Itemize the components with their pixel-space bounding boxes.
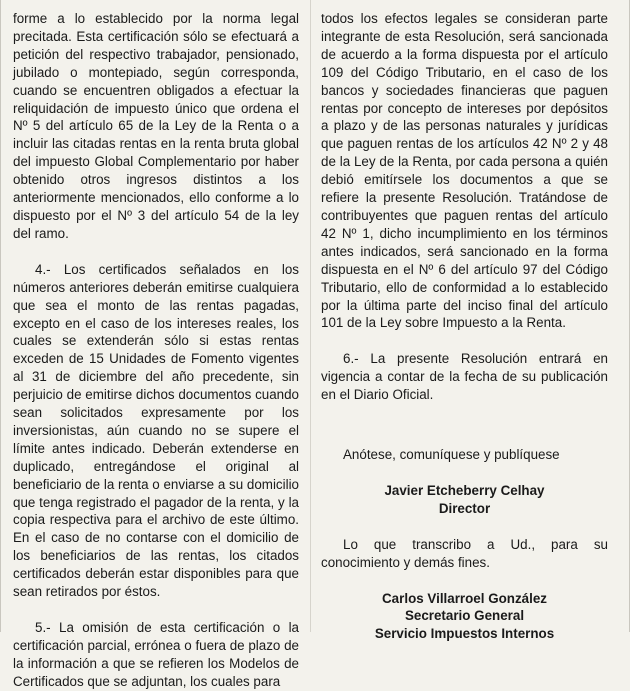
- transcription-note: Lo que transcribo a Ud., para su conocimiento y demás fines.: [321, 536, 608, 570]
- signer-2-organization: Servicio Impuestos Internos: [374, 626, 555, 642]
- signer-2-name: Carlos Villarroel González: [382, 590, 547, 606]
- signer-1-name: Javier Etcheberry Celhay: [384, 482, 545, 498]
- paragraph-6: 6.- La presente Resolución entrará en vigencia a contar de la fecha de su publicación en el Diario Oficial.: [321, 351, 608, 403]
- column-divider: [310, 0, 311, 632]
- left-column: [13, 10, 299, 691]
- paragraph-5-continued: todos los efectos legales se consideran parte integrante de esta Resolución, será sancionada de acuerdo a la forma dispuesta por el artículo 109 del Código Tributario, en el caso de los bancos y sociedades financieras que paguen rentas por concepto de intereses por depósitos a plazo y de las personas naturales y jurídicas que paguen rentas de los artículos 42 Nº 2 y 48 de la Ley de la Renta, por cada persona a quién debió emitírsele los documentos a que se refiere la presente Resolución. Tratándose de contribuyentes que paguen rentas del artículo 42 Nº 1, dicho incumplimiento en los términos antes indicados, será sancionado en la forma dispuesta en el Nº 6 del artículo 97 del Código Tributario, ello de conformidad a lo establecido por la última parte del inciso final del artículo 101 de la Ley sobre Impuesto a la Renta.: [321, 11, 608, 331]
- signer-1-title: Director: [438, 500, 491, 516]
- signer-2-title: Secretario General: [404, 608, 525, 624]
- paragraph-3-tail: forme a lo establecido por la norma legal precitada. Esta certificación sólo se efectuará a petición del respectivo trabajador, pensionado, jubilado o montepiado, según corresponda, cuando se encuentren obligados a efectuar la reliquidación de impuesto único que ordena el Nº 5 del artículo 65 de la Ley de la Renta o a incluir las citadas rentas en la renta bruta global del impuesto Global Complementario por haber obtenido otros ingresos distintos a los anteriormente mencionados, ello conforme a lo dispuesto por el Nº 3 del artículo 54 de la ley del ramo.: [13, 11, 299, 241]
- paragraph-4: 4.- Los certificados señalados en los números anteriores deberán emitirse cualquiera que sea el monto de las rentas pagadas, excepto en el caso de los intereses reales, los cuales se extenderán sólo si estas rentas exceden de 15 Unidades de Fomento vigentes al 31 de diciembre del año precedente, sin perjuicio de emitirse dichos documentos cuando sean solicitados expresamente por los inversionistas, aún cuando no se supere el límite antes indicado. Deberán extenderse en duplicado, entregándose el original al beneficiario de la renta o enviarse a su domicilio que tenga registrado el pagador de la renta, y la copia respectiva para el archivo de este último. En el caso de no contarse con el domicilio de los beneficiarios de las rentas, los citados certificados deberán estar disponibles para que sean retirados por éstos.: [13, 261, 299, 600]
- right-column: [321, 10, 608, 643]
- paragraph-5-start: 5.- La omisión de esta certificación o la certificación parcial, errónea o fuera de plazo de la información a que se refieren los Modelos de Certificados que se adjuntan, los cuales para: [13, 620, 299, 689]
- closing-formula: Anótese, comuníquese y publíquese: [343, 447, 560, 463]
